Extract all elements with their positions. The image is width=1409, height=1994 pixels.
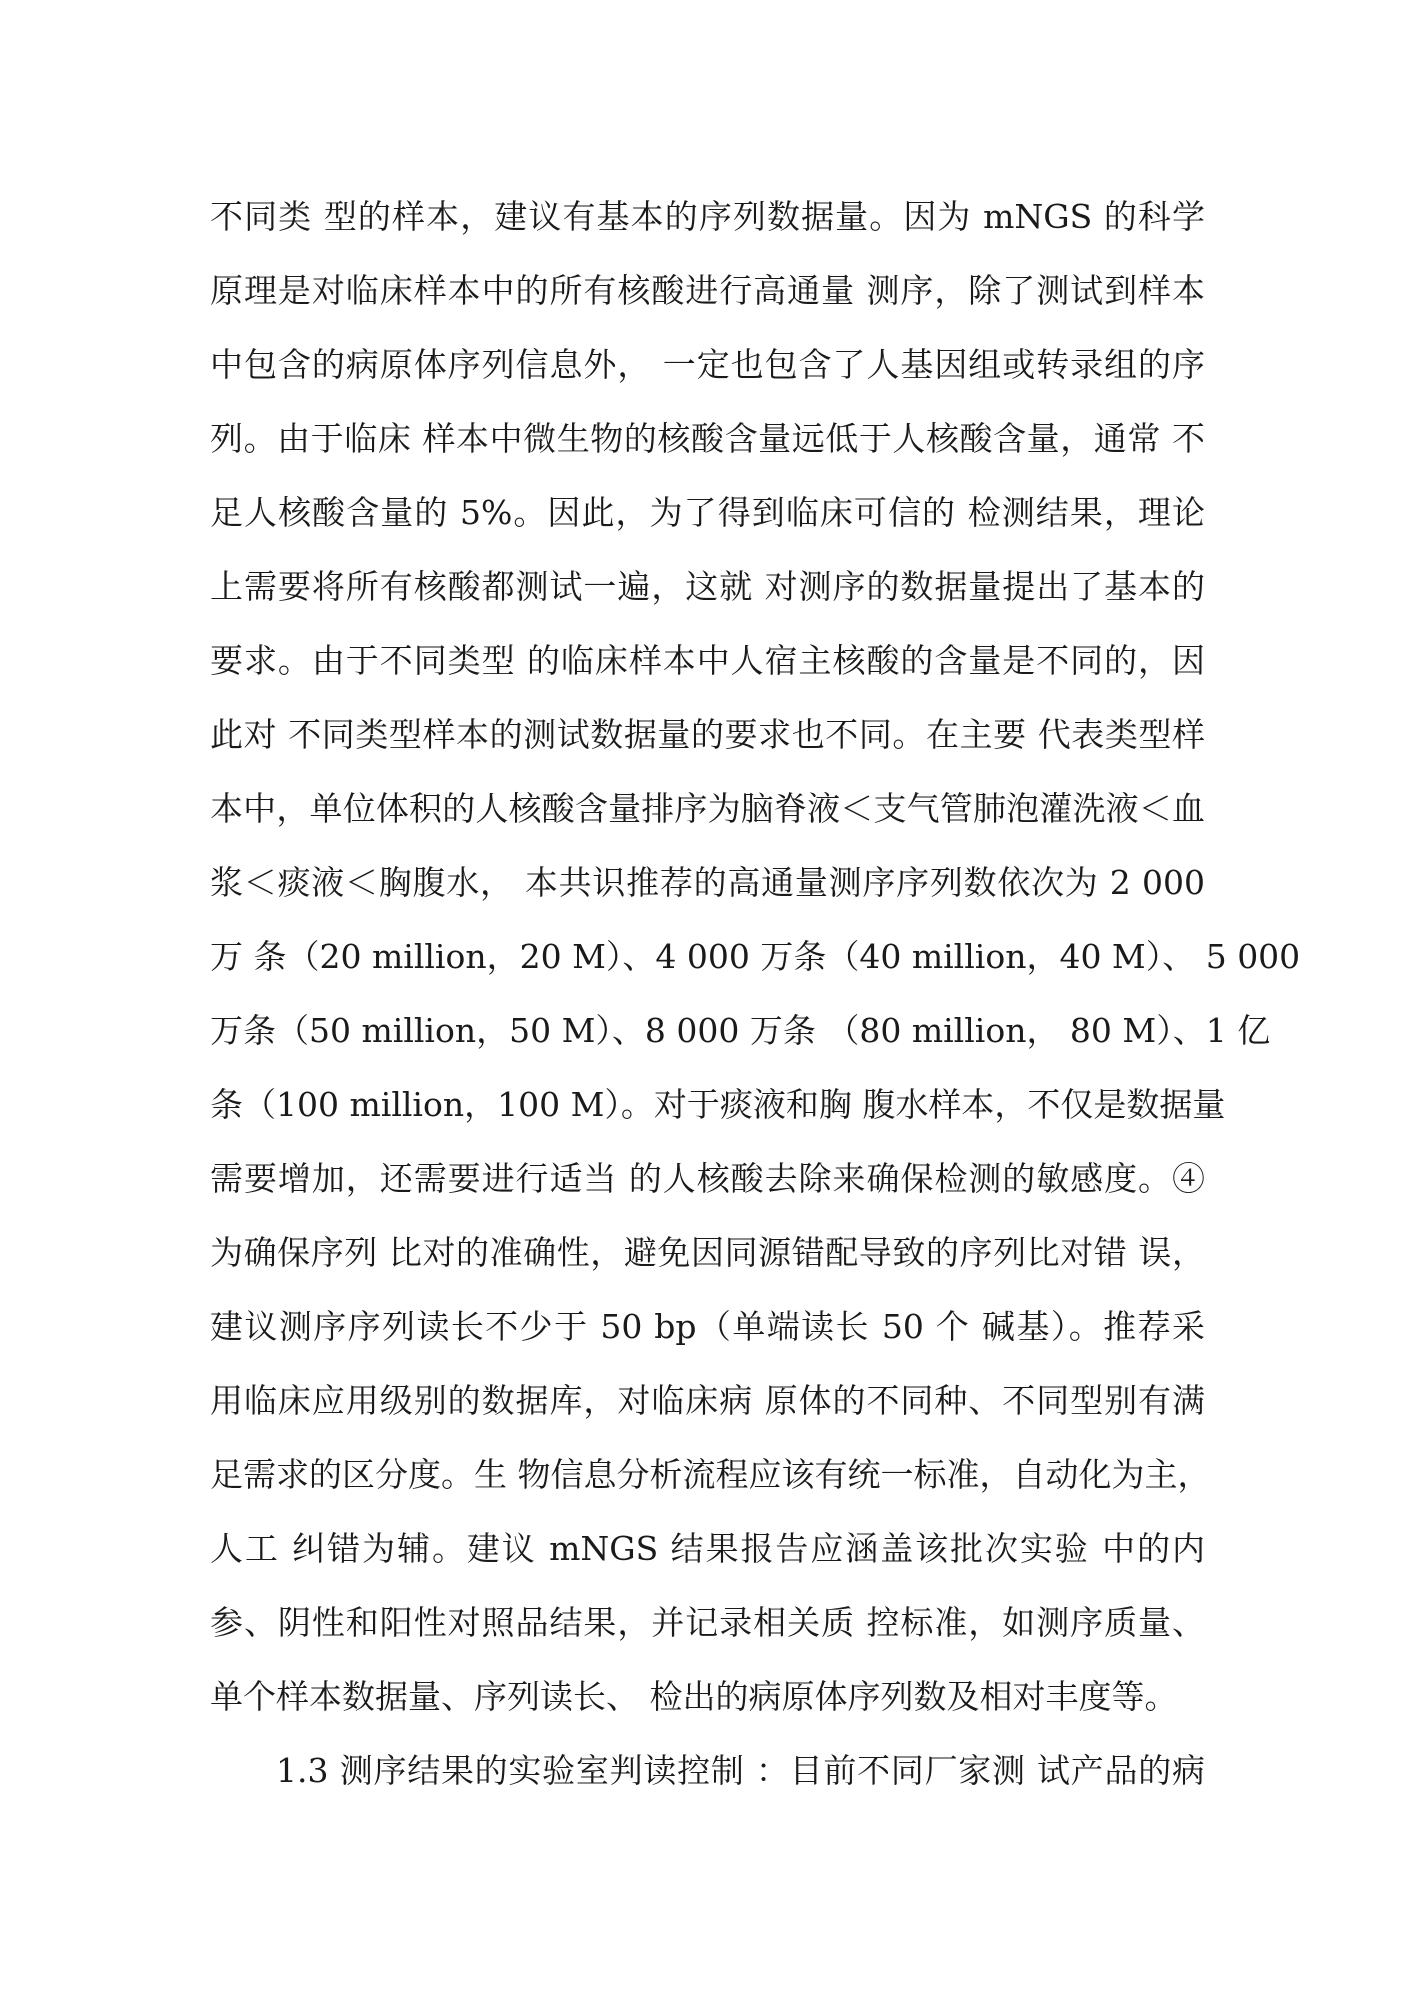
text-line: 浆＜痰液＜胸腹水， 本共识推荐的高通量测序序列数依次为 2 000	[210, 863, 1205, 902]
text-line: 万条（50 million，50 M）、8 000 万条 （80 million， 80 M）、1 亿	[210, 1011, 1271, 1050]
text-line: 建议测序序列读长不少于 50 bp（单端读长 50 个 碱基）。推荐采	[210, 1307, 1205, 1346]
text-line: 足人核酸含量的 5%。因此，为了得到临床可信的 检测结果，理论	[210, 493, 1205, 532]
text-line: 条（100 million，100 M）。对于痰液和胸 腹水样本，不仅是数据量	[210, 1085, 1226, 1124]
text-line: 用临床应用级别的数据库，对临床病 原体的不同种、不同型别有满	[210, 1381, 1205, 1420]
text-line: 单个样本数据量、序列读长、 检出的病原体序列数及相对丰度等。	[210, 1677, 1178, 1716]
text-line: 万 条（20 million，20 M）、4 000 万条（40 million，40 M）、 5 000	[210, 937, 1301, 976]
text-line: 本中，单位体积的人核酸含量排序为脑脊液＜支气管肺泡灌洗液＜血	[210, 789, 1205, 828]
text-line: 中包含的病原体序列信息外， 一定也包含了人基因组或转录组的序	[210, 345, 1205, 384]
text-line: 人工 纠错为辅。建议 mNGS 结果报告应涵盖该批次实验 中的内	[210, 1529, 1205, 1568]
text-line: 上需要将所有核酸都测试一遍，这就 对测序的数据量提出了基本的	[210, 567, 1205, 606]
text-line: 需要增加，还需要进行适当 的人核酸去除来确保检测的敏感度。④	[210, 1159, 1205, 1198]
text-line: 参、阴性和阳性对照品结果，并记录相关质 控标准，如测序质量、	[210, 1603, 1205, 1642]
body-text	[210, 180, 1301, 1808]
section-heading-line: 1.3 测序结果的实验室判读控制 ：目前不同厂家测 试产品的病	[276, 1751, 1205, 1790]
text-line: 不同类 型的样本，建议有基本的序列数据量。因为 mNGS 的科学	[210, 197, 1205, 236]
text-line: 足需求的区分度。生 物信息分析流程应该有统一标准，自动化为主，	[210, 1455, 1211, 1494]
text-line: 列。由于临床 样本中微生物的核酸含量远低于人核酸含量，通常 不	[210, 419, 1205, 458]
text-line: 为确保序列 比对的准确性，避免因同源错配导致的序列比对错 误，	[210, 1233, 1205, 1272]
text-line: 此对 不同类型样本的测试数据量的要求也不同。在主要 代表类型样	[210, 715, 1205, 754]
text-line: 要求。由于不同类型 的临床样本中人宿主核酸的含量是不同的，因	[210, 641, 1205, 680]
text-line: 原理是对临床样本中的所有核酸进行高通量 测序，除了测试到样本	[210, 271, 1205, 310]
